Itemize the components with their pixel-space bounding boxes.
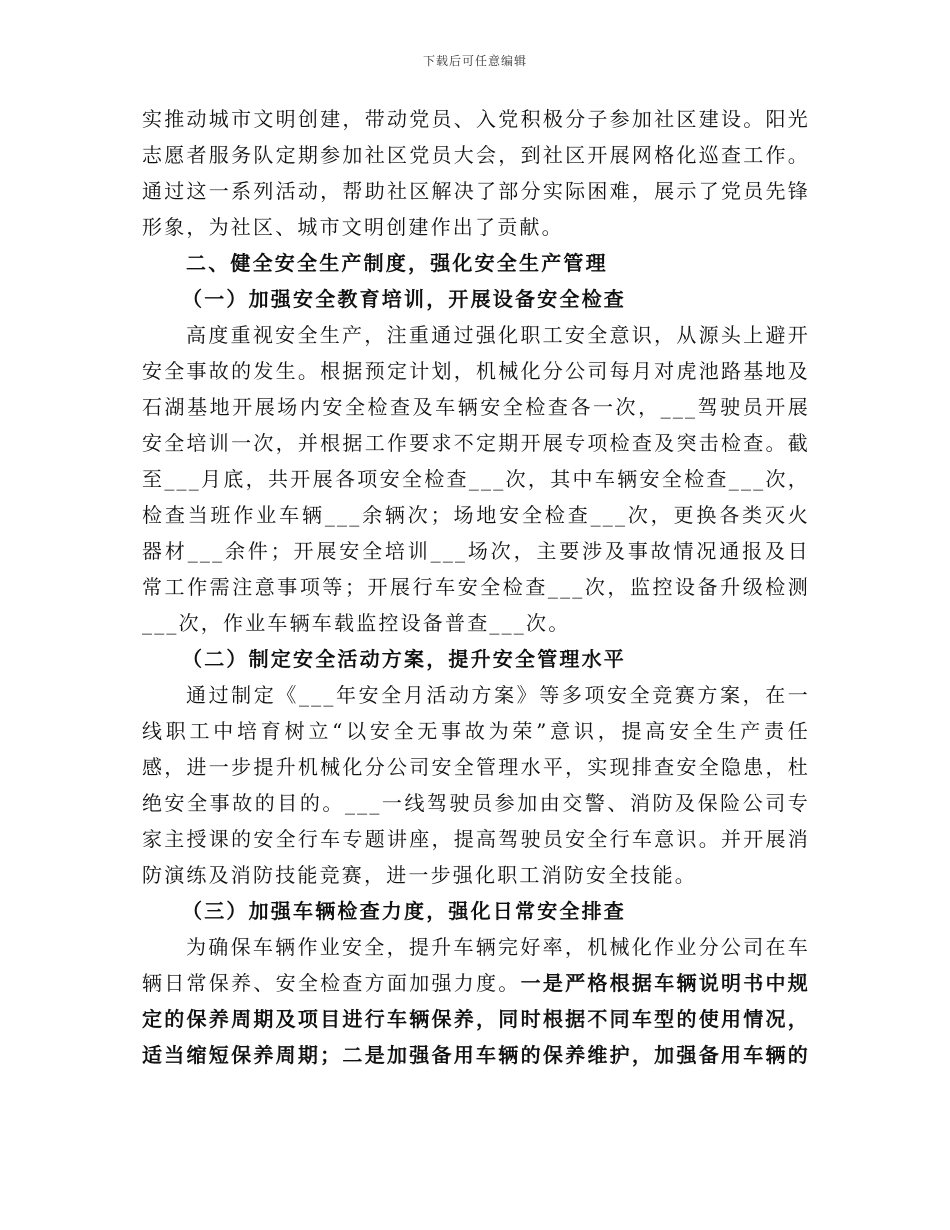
page-header: 下载后可任意编辑 [422, 54, 527, 68]
paragraph-community: 实推动城市文明创建，带动党员、入党积极分子参加社区建设。阳光志愿者服务队定期参加社区党员大会，到社区开展网格化巡查工作。通过这一系列活动，帮助社区解决了部分实际困难，展示了党员先锋形象，为社区、城市文明创建作出了贡献。 [142, 107, 810, 239]
paragraph-vehicle-inspection-text: 为确保车辆作业安全，提升车辆完好率，机械化作业分公司在车辆日常保养、安全检查方面加强力度。 [142, 935, 810, 995]
document-body [142, 101, 810, 1073]
subheading-2: （二）制定安全活动方案，提升安全管理水平 [182, 647, 626, 671]
paragraph-vehicle-inspection-bold: 一是严格根据车辆说明书中规定的保养周期及项目进行车辆保养，同时根据不同车型的使用情况，适当缩短保养周期；二是加强备用车辆的保养维护，加强备用车辆的 [142, 971, 810, 1067]
subheading-3: （三）加强车辆检查力度，强化日常安全排查 [182, 899, 626, 923]
section-heading-2: 二、健全安全生产制度，强化安全生产管理 [186, 251, 608, 275]
subheading-1: （一）加强安全教育培训，开展设备安全检查 [182, 287, 626, 311]
paragraph-safety-activities: 通过制定《___年安全月活动方案》等多项安全竞赛方案，在一线职工中培育树立“以安全无事故为荣”意识，提高安全生产责任感，进一步提升机械化分公司安全管理水平，实现排查安全隐患，杜绝安全事故的目的。___一线驾驶员参加由交警、消防及保险公司专家主授课的安全行车专题讲座，提高驾驶员安全行车意识。并开展消防演练及消防技能竞赛，进一步强化职工消防安全技能。 [142, 683, 810, 887]
paragraph-vehicle-inspection [142, 929, 810, 1073]
paragraph-safety-training: 高度重视安全生产，注重通过强化职工安全意识，从源头上避开安全事故的发生。根据预定计划，机械化分公司每月对虎池路基地及石湖基地开展场内安全检查及车辆安全检查各一次，___驾驶员开展安全培训一次，并根据工作要求不定期开展专项检查及突击检查。截至___月底，共开展各项安全检查___次，其中车辆安全检查___次，检查当班作业车辆___余辆次；场地安全检查___次，更换各类灭火器材___余件；开展安全培训___场次，主要涉及事故情况通报及日常工作需注意事项等；开展行车安全检查___次，监控设备升级检测___次，作业车辆车载监控设备普查___次。 [142, 323, 810, 635]
